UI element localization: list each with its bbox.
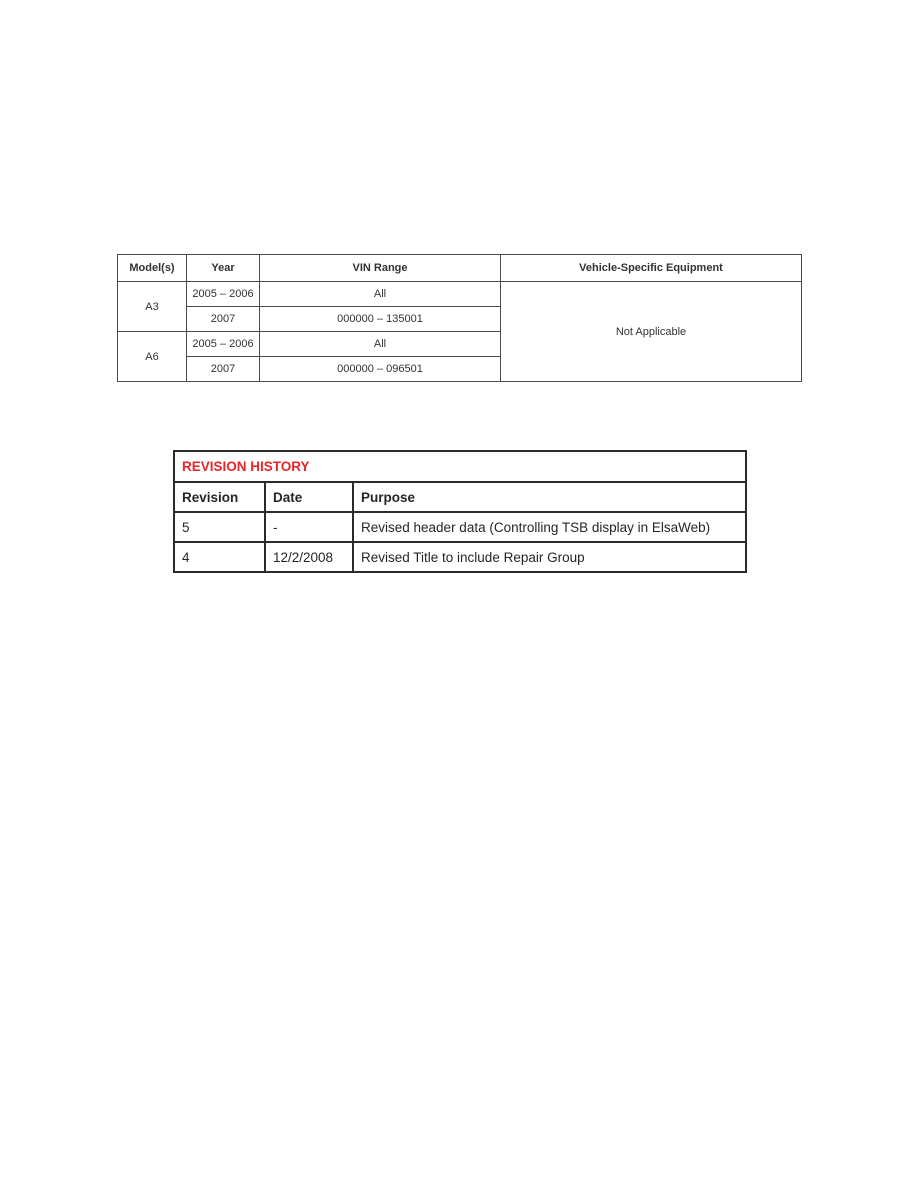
header-vin-range: VIN Range <box>260 255 501 282</box>
model-cell: A6 <box>118 332 187 382</box>
date-cell: - <box>265 512 353 542</box>
year-cell: 2007 <box>187 357 260 382</box>
revision-header-row <box>174 482 746 512</box>
date-cell: 12/2/2008 <box>265 542 353 572</box>
revision-cell: 4 <box>174 542 265 572</box>
purpose-cell: Revised header data (Controlling TSB display in ElsaWeb) <box>353 512 746 542</box>
vin-range-cell: All <box>260 332 501 357</box>
header-date: Date <box>265 482 353 512</box>
vin-range-cell: All <box>260 282 501 307</box>
header-revision: Revision <box>174 482 265 512</box>
model-cell: A3 <box>118 282 187 332</box>
vehicle-applicability-table <box>117 254 802 382</box>
header-vehicle-specific-equipment: Vehicle-Specific Equipment <box>501 255 802 282</box>
year-cell: 2005 – 2006 <box>187 332 260 357</box>
equipment-cell: Not Applicable <box>501 282 802 382</box>
purpose-cell: Revised Title to include Repair Group <box>353 542 746 572</box>
header-purpose: Purpose <box>353 482 746 512</box>
vehicle-table-header-row <box>118 255 802 282</box>
table-row <box>174 512 746 542</box>
table-row <box>174 542 746 572</box>
header-year: Year <box>187 255 260 282</box>
vin-range-cell: 000000 – 135001 <box>260 307 501 332</box>
header-models: Model(s) <box>118 255 187 282</box>
revision-title-row <box>174 451 746 482</box>
revision-history-title: REVISION HISTORY <box>174 451 746 482</box>
table-row <box>118 282 802 307</box>
revision-history-table <box>173 450 747 573</box>
year-cell: 2005 – 2006 <box>187 282 260 307</box>
revision-cell: 5 <box>174 512 265 542</box>
vin-range-cell: 000000 – 096501 <box>260 357 501 382</box>
year-cell: 2007 <box>187 307 260 332</box>
